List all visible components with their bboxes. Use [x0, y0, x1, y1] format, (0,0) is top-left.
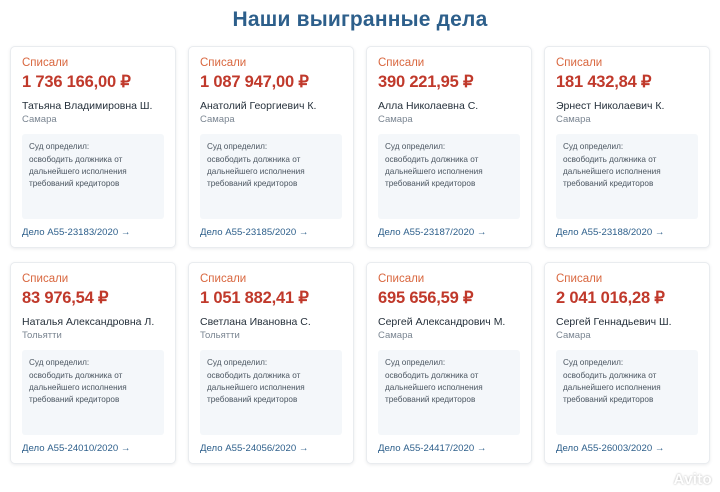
verdict-title: Суд определил: [29, 358, 90, 368]
case-card[interactable] [544, 46, 710, 248]
verdict-block [22, 134, 164, 219]
case-number: Дело А55-26003/2020 [556, 443, 653, 454]
case-card[interactable] [10, 46, 176, 248]
wrote-off-label: Списали [378, 57, 425, 69]
avito-watermark: Avito [673, 471, 712, 488]
verdict-title: Суд определил: [563, 142, 624, 152]
amount-value: 2 041 016,28 ₽ [556, 288, 665, 307]
case-card[interactable] [10, 262, 176, 464]
verdict-block [378, 134, 520, 219]
verdict-text: освободить должника от дальнейшего исполнения требований кредиторов [207, 154, 305, 188]
debtor-name: Анатолий Георгиевич К. [200, 99, 317, 112]
amount-value: 181 432,84 ₽ [556, 72, 652, 91]
case-number: Дело А55-23188/2020 [556, 227, 653, 238]
case-card[interactable] [366, 262, 532, 464]
debtor-city: Самара [378, 329, 413, 341]
case-card[interactable] [544, 262, 710, 464]
wrote-off-label: Списали [22, 57, 69, 69]
verdict-title: Суд определил: [29, 142, 90, 152]
amount-value: 390 221,95 ₽ [378, 72, 474, 91]
case-link[interactable] [556, 227, 698, 238]
arrow-right-icon: → [120, 443, 131, 454]
verdict-title: Суд определил: [207, 142, 268, 152]
case-link[interactable] [378, 443, 520, 454]
case-number: Дело А55-23185/2020 [200, 227, 297, 238]
debtor-name: Сергей Геннадьевич Ш. [556, 315, 672, 328]
verdict-title: Суд определил: [385, 142, 446, 152]
case-link[interactable] [200, 227, 342, 238]
verdict-text: освободить должника от дальнейшего исполнения требований кредиторов [385, 370, 483, 404]
case-number: Дело А55-23187/2020 [378, 227, 475, 238]
amount-value: 1 087 947,00 ₽ [200, 72, 309, 91]
wrote-off-label: Списали [200, 57, 247, 69]
verdict-text: освободить должника от дальнейшего исполнения требований кредиторов [563, 370, 661, 404]
case-link[interactable] [22, 227, 164, 238]
case-number: Дело А55-24056/2020 [200, 443, 297, 454]
page-title: Наши выигранные дела [232, 8, 488, 31]
amount-value: 1 051 882,41 ₽ [200, 288, 309, 307]
verdict-block [22, 350, 164, 435]
verdict-block [378, 350, 520, 435]
verdict-block [200, 134, 342, 219]
verdict-text: освободить должника от дальнейшего исполнения требований кредиторов [29, 154, 127, 188]
debtor-city: Самара [556, 329, 591, 341]
cases-grid [0, 46, 720, 464]
wrote-off-label: Списали [378, 273, 425, 285]
debtor-name: Наталья Александровна Л. [22, 315, 155, 328]
case-link[interactable] [22, 443, 164, 454]
arrow-right-icon: → [298, 443, 309, 454]
case-card[interactable] [188, 262, 354, 464]
verdict-text: освободить должника от дальнейшего исполнения требований кредиторов [385, 154, 483, 188]
verdict-text: освободить должника от дальнейшего исполнения требований кредиторов [563, 154, 661, 188]
verdict-text: освободить должника от дальнейшего исполнения требований кредиторов [207, 370, 305, 404]
wrote-off-label: Списали [200, 273, 247, 285]
verdict-block [556, 134, 698, 219]
case-card[interactable] [366, 46, 532, 248]
amount-value: 83 976,54 ₽ [22, 288, 109, 307]
debtor-city: Самара [378, 113, 413, 125]
debtor-name: Эрнест Николаевич К. [556, 99, 665, 112]
arrow-right-icon: → [654, 443, 665, 454]
verdict-text: освободить должника от дальнейшего исполнения требований кредиторов [29, 370, 127, 404]
arrow-right-icon: → [120, 227, 131, 238]
debtor-name: Алла Николаевна С. [378, 99, 479, 112]
case-number: Дело А55-23183/2020 [22, 227, 119, 238]
case-number: Дело А55-24010/2020 [22, 443, 119, 454]
case-link[interactable] [378, 227, 520, 238]
debtor-city: Самара [200, 113, 235, 125]
debtor-city: Самара [556, 113, 591, 125]
debtor-city: Тольятти [200, 329, 240, 341]
amount-value: 1 736 166,00 ₽ [22, 72, 131, 91]
case-link[interactable] [556, 443, 698, 454]
verdict-title: Суд определил: [385, 358, 446, 368]
arrow-right-icon: → [654, 227, 665, 238]
amount-value: 695 656,59 ₽ [378, 288, 474, 307]
wrote-off-label: Списали [556, 57, 603, 69]
verdict-block [556, 350, 698, 435]
debtor-city: Самара [22, 113, 57, 125]
verdict-title: Суд определил: [207, 358, 268, 368]
wrote-off-label: Списали [22, 273, 69, 285]
arrow-right-icon: → [298, 227, 309, 238]
debtor-city: Тольятти [22, 329, 62, 341]
case-link[interactable] [200, 443, 342, 454]
debtor-name: Светлана Ивановна С. [200, 315, 311, 328]
debtor-name: Татьяна Владимировна Ш. [22, 99, 153, 112]
arrow-right-icon: → [476, 227, 487, 238]
case-number: Дело А55-24417/2020 [378, 443, 475, 454]
debtor-name: Сергей Александрович М. [378, 315, 506, 328]
arrow-right-icon: → [476, 443, 487, 454]
case-card[interactable] [188, 46, 354, 248]
wrote-off-label: Списали [556, 273, 603, 285]
verdict-block [200, 350, 342, 435]
verdict-title: Суд определил: [563, 358, 624, 368]
